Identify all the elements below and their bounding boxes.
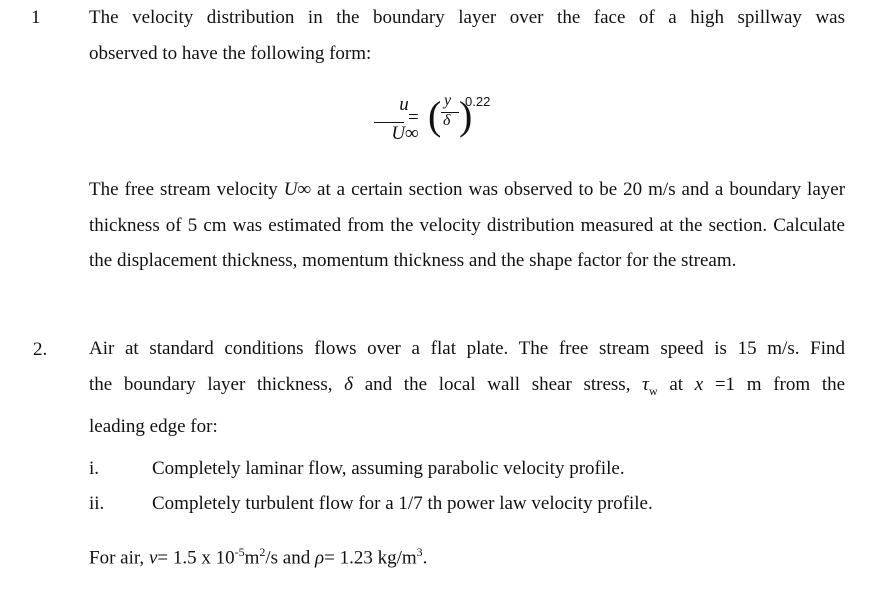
rho-symbol: ρ (314, 547, 325, 569)
question-2-number: 2. (33, 339, 48, 360)
nu-unit-exponent: 2 (259, 545, 266, 559)
formula-exponent: 0.22 (465, 94, 491, 109)
question-1-intro-line-1: The velocity distribution in the boundary layer over the face of a high spillway was (89, 7, 845, 28)
question-2-body (89, 331, 845, 444)
air-properties (89, 535, 845, 576)
x-symbol: x (694, 373, 704, 395)
question-1-number: 1 (31, 7, 41, 28)
nu-exponent: -5 (234, 545, 245, 559)
formula-rhs-denominator: δ (443, 112, 451, 129)
tau-subscript: w (648, 383, 658, 398)
formula-paren-close: ) (459, 93, 473, 138)
question-1-body (89, 172, 845, 279)
question-1-body-part-2: at a certain section was observed to be 20 m/s and a boundary layer thickness of 5 cm was estimated from the velocity distribution measured at the section. Calculate the displacement thickness, momentum thickness and the shape factor for the stream. (89, 179, 846, 271)
formula-lhs-denominator: U∞ (391, 123, 419, 144)
question-1-intro (89, 0, 845, 71)
question-2-line-2 (89, 367, 845, 409)
question-2-line-1: Air at standard conditions flows over a flat plate. The free stream speed is 15 m/s. Find (89, 338, 845, 359)
question-1-intro-line-2: observed to have the following form: (89, 42, 372, 64)
question-2-line-2-part-c: at (669, 373, 684, 395)
nu-value-part-c: /s and (265, 547, 311, 569)
nu-value-part-b: m (244, 547, 260, 569)
list-item-text: Completely laminar flow, assuming parabolic velocity profile. (152, 458, 625, 479)
list-item-number: i. (89, 458, 100, 479)
tau-symbol: τ (642, 373, 649, 395)
formula-equals: = (408, 107, 419, 128)
question-2-line-3: leading edge for: (89, 415, 218, 437)
question-1-body-part-1: The free stream velocity (89, 179, 278, 200)
nu-symbol: ν (148, 547, 158, 569)
list-item-text: Completely turbulent flow for a 1/7 th power law velocity profile. (152, 493, 653, 514)
question-2-line-2-part-d: =1 m from the (714, 373, 846, 395)
question-2-line-2-part-a: the boundary layer thickness, (89, 373, 333, 395)
list-item-number: ii. (89, 493, 105, 514)
air-properties-prefix: For air, (89, 547, 145, 569)
rho-value-part-a: = 1.23 kg/m (324, 547, 417, 569)
rho-exponent: 3 (416, 545, 423, 559)
formula-rhs-numerator: y (444, 92, 452, 109)
free-stream-velocity-symbol: U∞ (283, 179, 312, 200)
delta-symbol: δ (344, 373, 353, 395)
rho-value-part-b: . (422, 547, 428, 569)
nu-value-part-a: = 1.5 x 10 (157, 547, 235, 569)
velocity-profile-formula (372, 92, 512, 156)
formula-paren-open: ( (428, 93, 442, 138)
question-2-line-2-part-b: and the local wall shear stress, (364, 373, 631, 395)
formula-lhs-numerator: u (399, 94, 409, 115)
